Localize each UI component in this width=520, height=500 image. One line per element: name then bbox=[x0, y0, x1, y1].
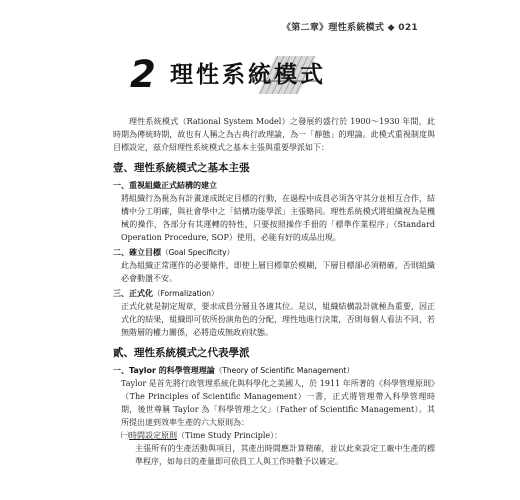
subheading-2-text: 二、確立目標 bbox=[113, 248, 161, 257]
paragraph-1: 將組織行為視為有計畫達成既定目標的行動，在過程中成員必須各守其分並相互合作，結構中分工明確，與社會學中之「結構功能學派」主張略同。理性系統模式將組織視為是機械的操作，各部分有其運轉的特性，只要按照操作手冊的「標準作業程序」（Standard Operation Procedure, SOP）使用，必能有好的成品出現。 bbox=[121, 194, 435, 242]
chapter-number: 2 bbox=[130, 53, 156, 96]
intro-paragraph: 理性系統模式（Rational System Model）之發展約盛行於 1900～1930 年間，此時期為傳統時期，故也有人稱之為古典行政理論，為一「靜態」的理論。此模式重視制度與目標設定，茲介紹理性系統模式之基本主張與重要學派如下： bbox=[113, 117, 435, 152]
section-heading-2: 貳、理性系統模式之代表學派 bbox=[113, 347, 250, 359]
principle-heading bbox=[113, 429, 435, 442]
paragraph-taylor: Taylor 是首先將行政管理系統化與科學化之美國人，於 1911 年所著的《科學管理原則》（The Principles of Scientific Management）一書，正式將管理帶入科學管理時期，後世尊稱 Taylor 為「科學管理之父」（Father of Scientific Management）。其所提出達到效率生產的六大原則為： bbox=[121, 379, 435, 427]
subheading-3-text: 三、正式化 bbox=[113, 289, 153, 298]
subheading-1-text: 一、重視組織正式結構的建立 bbox=[113, 181, 217, 190]
principle-title-en: （Time Study Principle）： bbox=[177, 431, 283, 440]
subheading-1 bbox=[113, 180, 435, 192]
subheading-2 bbox=[113, 247, 435, 259]
chapter-title: 理性系統模式 bbox=[170, 62, 326, 88]
running-header: 《第二章》理性系統模式 ◆ 021 bbox=[281, 23, 418, 33]
subheading-taylor bbox=[113, 365, 435, 377]
section-heading-1: 壹、理性系統模式之基本主張 bbox=[113, 162, 250, 174]
principle-paragraph: 主張所有的生產活動與項目，其產出時間應計算精確，並以此來設定工廠中生產的標準程序，如每日的產量即可依員工人與工作時數予以確定。 bbox=[135, 444, 435, 466]
paragraph-2: 此為組織正常運作的必要條件，即使上層目標靠於模糊，下層目標卻必須精確，否則組織必會動盪不安。 bbox=[121, 261, 435, 283]
subheading-taylor-en: （Theory of Scientific Management） bbox=[214, 366, 354, 375]
body-text bbox=[113, 115, 435, 468]
subheading-taylor-text: 一、Taylor 的科學管理理論 bbox=[113, 366, 215, 375]
subheading-2-en: （Goal Specificity） bbox=[161, 248, 235, 257]
principle-label: ㈠ bbox=[121, 431, 129, 440]
subheading-3-en: （Formalization） bbox=[153, 289, 219, 298]
paragraph-3: 正式化就是制定規章，要求成員分層且各適其位。是以，組織結構設計就極為重要，因正式化的結果，組織即可依所扮演角色的分配，理性地進行決策，否則每個人看法不同，若無階層的權力關係，必將造成無政府狀態。 bbox=[121, 302, 435, 337]
principle-title: 時間設定原則 bbox=[129, 431, 177, 440]
subheading-3 bbox=[113, 288, 435, 300]
